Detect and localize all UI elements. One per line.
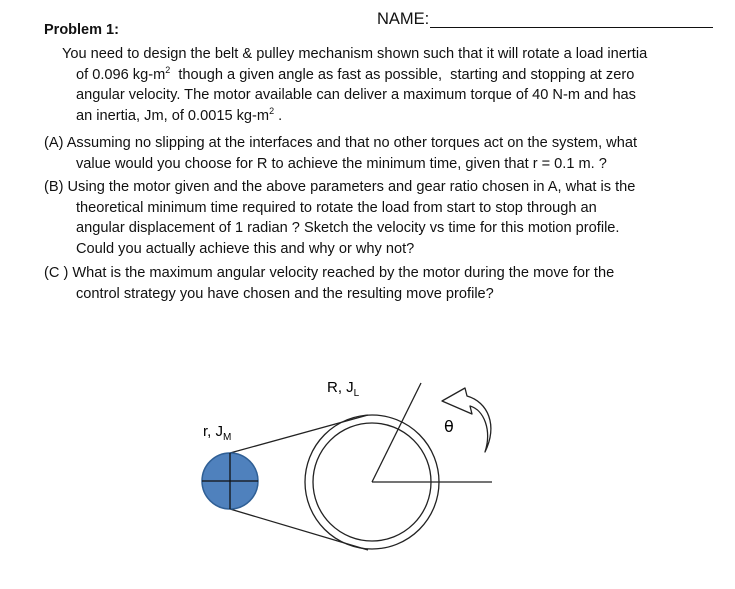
belt-top xyxy=(230,415,368,453)
intro-line-2: of 0.096 $kg-m^2$ though a given angle as fast as possible, starting and stopping at zero xyxy=(76,64,635,83)
question-b-line-3: angular displacement of 1 radian ? Sketch the velocity vs time for this motion profile. xyxy=(76,220,620,236)
intro-line-1: You need to design the belt & pulley mechanism shown such that it will rotate a load inertia xyxy=(62,46,648,62)
question-b-line-4: Could you actually achieve this and why or why not? xyxy=(76,240,415,257)
theta-label: θ xyxy=(444,417,454,436)
question-b-line-2: theoretical minimum time required to rotate the load from start to stop through an xyxy=(76,199,597,216)
name-label: NAME: xyxy=(377,10,430,28)
problem-title: Problem 1: xyxy=(44,22,119,38)
question-c-line-2: control strategy you have chosen and the resulting move profile? xyxy=(76,285,494,302)
load-label: R, $J_L$ xyxy=(327,379,360,399)
question-b-line-1: (B) Using the motor given and the above parameters and gear ratio chosen in A, what is the xyxy=(44,179,636,195)
question-a-line-1: (A) Assuming no slipping at the interfaces and that no other torques act on the system, what xyxy=(44,135,637,151)
intro-line-4: an inertia, Jm, of 0.0015 $kg-m^2$ . xyxy=(76,105,283,124)
motor-label: r, $J_M$ xyxy=(203,423,232,443)
question-c-line-1: (C ) What is the maximum angular velocity reached by the motor during the move for the xyxy=(44,265,615,281)
rotation-line xyxy=(372,383,421,482)
intro-line-3: angular velocity. The motor available can deliver a maximum torque of 40 N-m and has xyxy=(76,87,636,103)
question-a-line-2: value would you choose for R to achieve the minimum time, given that r = 0.1 m. ? xyxy=(76,155,607,172)
